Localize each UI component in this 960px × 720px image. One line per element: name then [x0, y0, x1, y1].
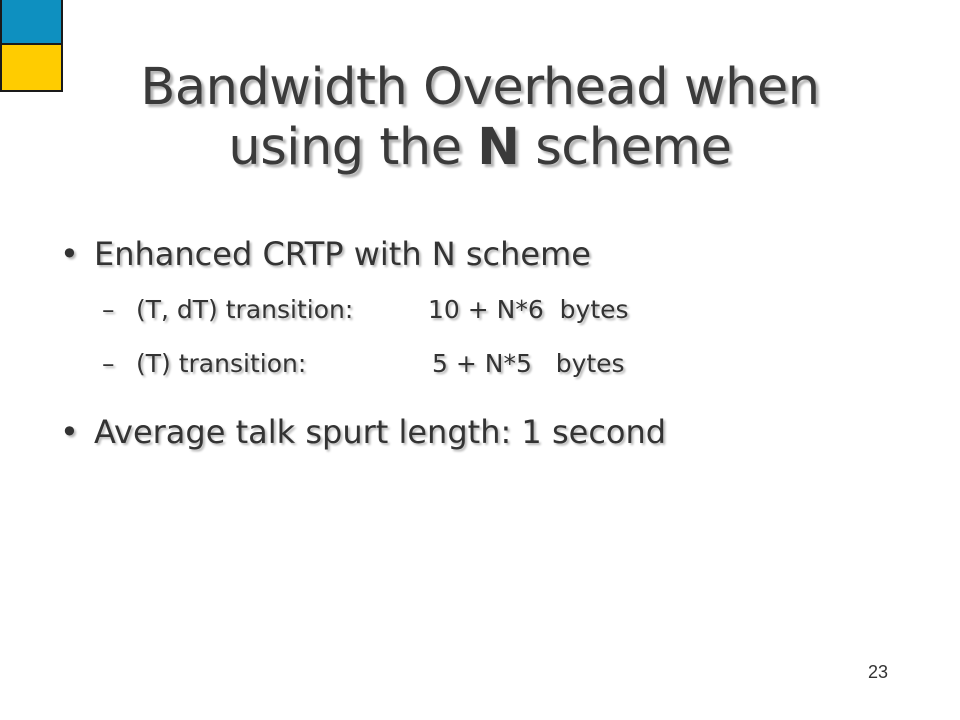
- title-line-1: Bandwidth Overhead when: [140, 58, 820, 117]
- decorative-yellow-square: [0, 43, 63, 92]
- sub-bullet-value: 5 + N*5 bytes: [432, 349, 625, 378]
- sub-bullet-marker: –: [102, 295, 115, 324]
- decorative-blue-square: [0, 0, 63, 45]
- title-line-2-end: scheme: [519, 118, 732, 177]
- sub-bullet-value: 10 + N*6 bytes: [428, 295, 629, 324]
- sub-bullet-label: (T, dT) transition:: [136, 295, 354, 324]
- title-line-2: [70, 118, 890, 178]
- sub-bullet-item: [102, 294, 629, 326]
- sub-bullet-marker: –: [102, 349, 115, 378]
- slide-title: [70, 58, 890, 178]
- bullet-text: Enhanced CRTP with N scheme: [94, 235, 591, 273]
- bullet-item: [60, 412, 666, 452]
- title-line-2-start: using the: [228, 118, 478, 177]
- title-emphasis-n: N: [477, 118, 520, 177]
- bullet-marker: •: [60, 235, 79, 273]
- page-number: 23: [867, 662, 888, 682]
- bullet-item: [60, 234, 591, 274]
- sub-bullet-item: [102, 348, 625, 380]
- bullet-marker: •: [60, 413, 79, 451]
- sub-bullet-label: (T) transition:: [136, 349, 307, 378]
- bullet-text: Average talk spurt length: 1 second: [94, 413, 667, 451]
